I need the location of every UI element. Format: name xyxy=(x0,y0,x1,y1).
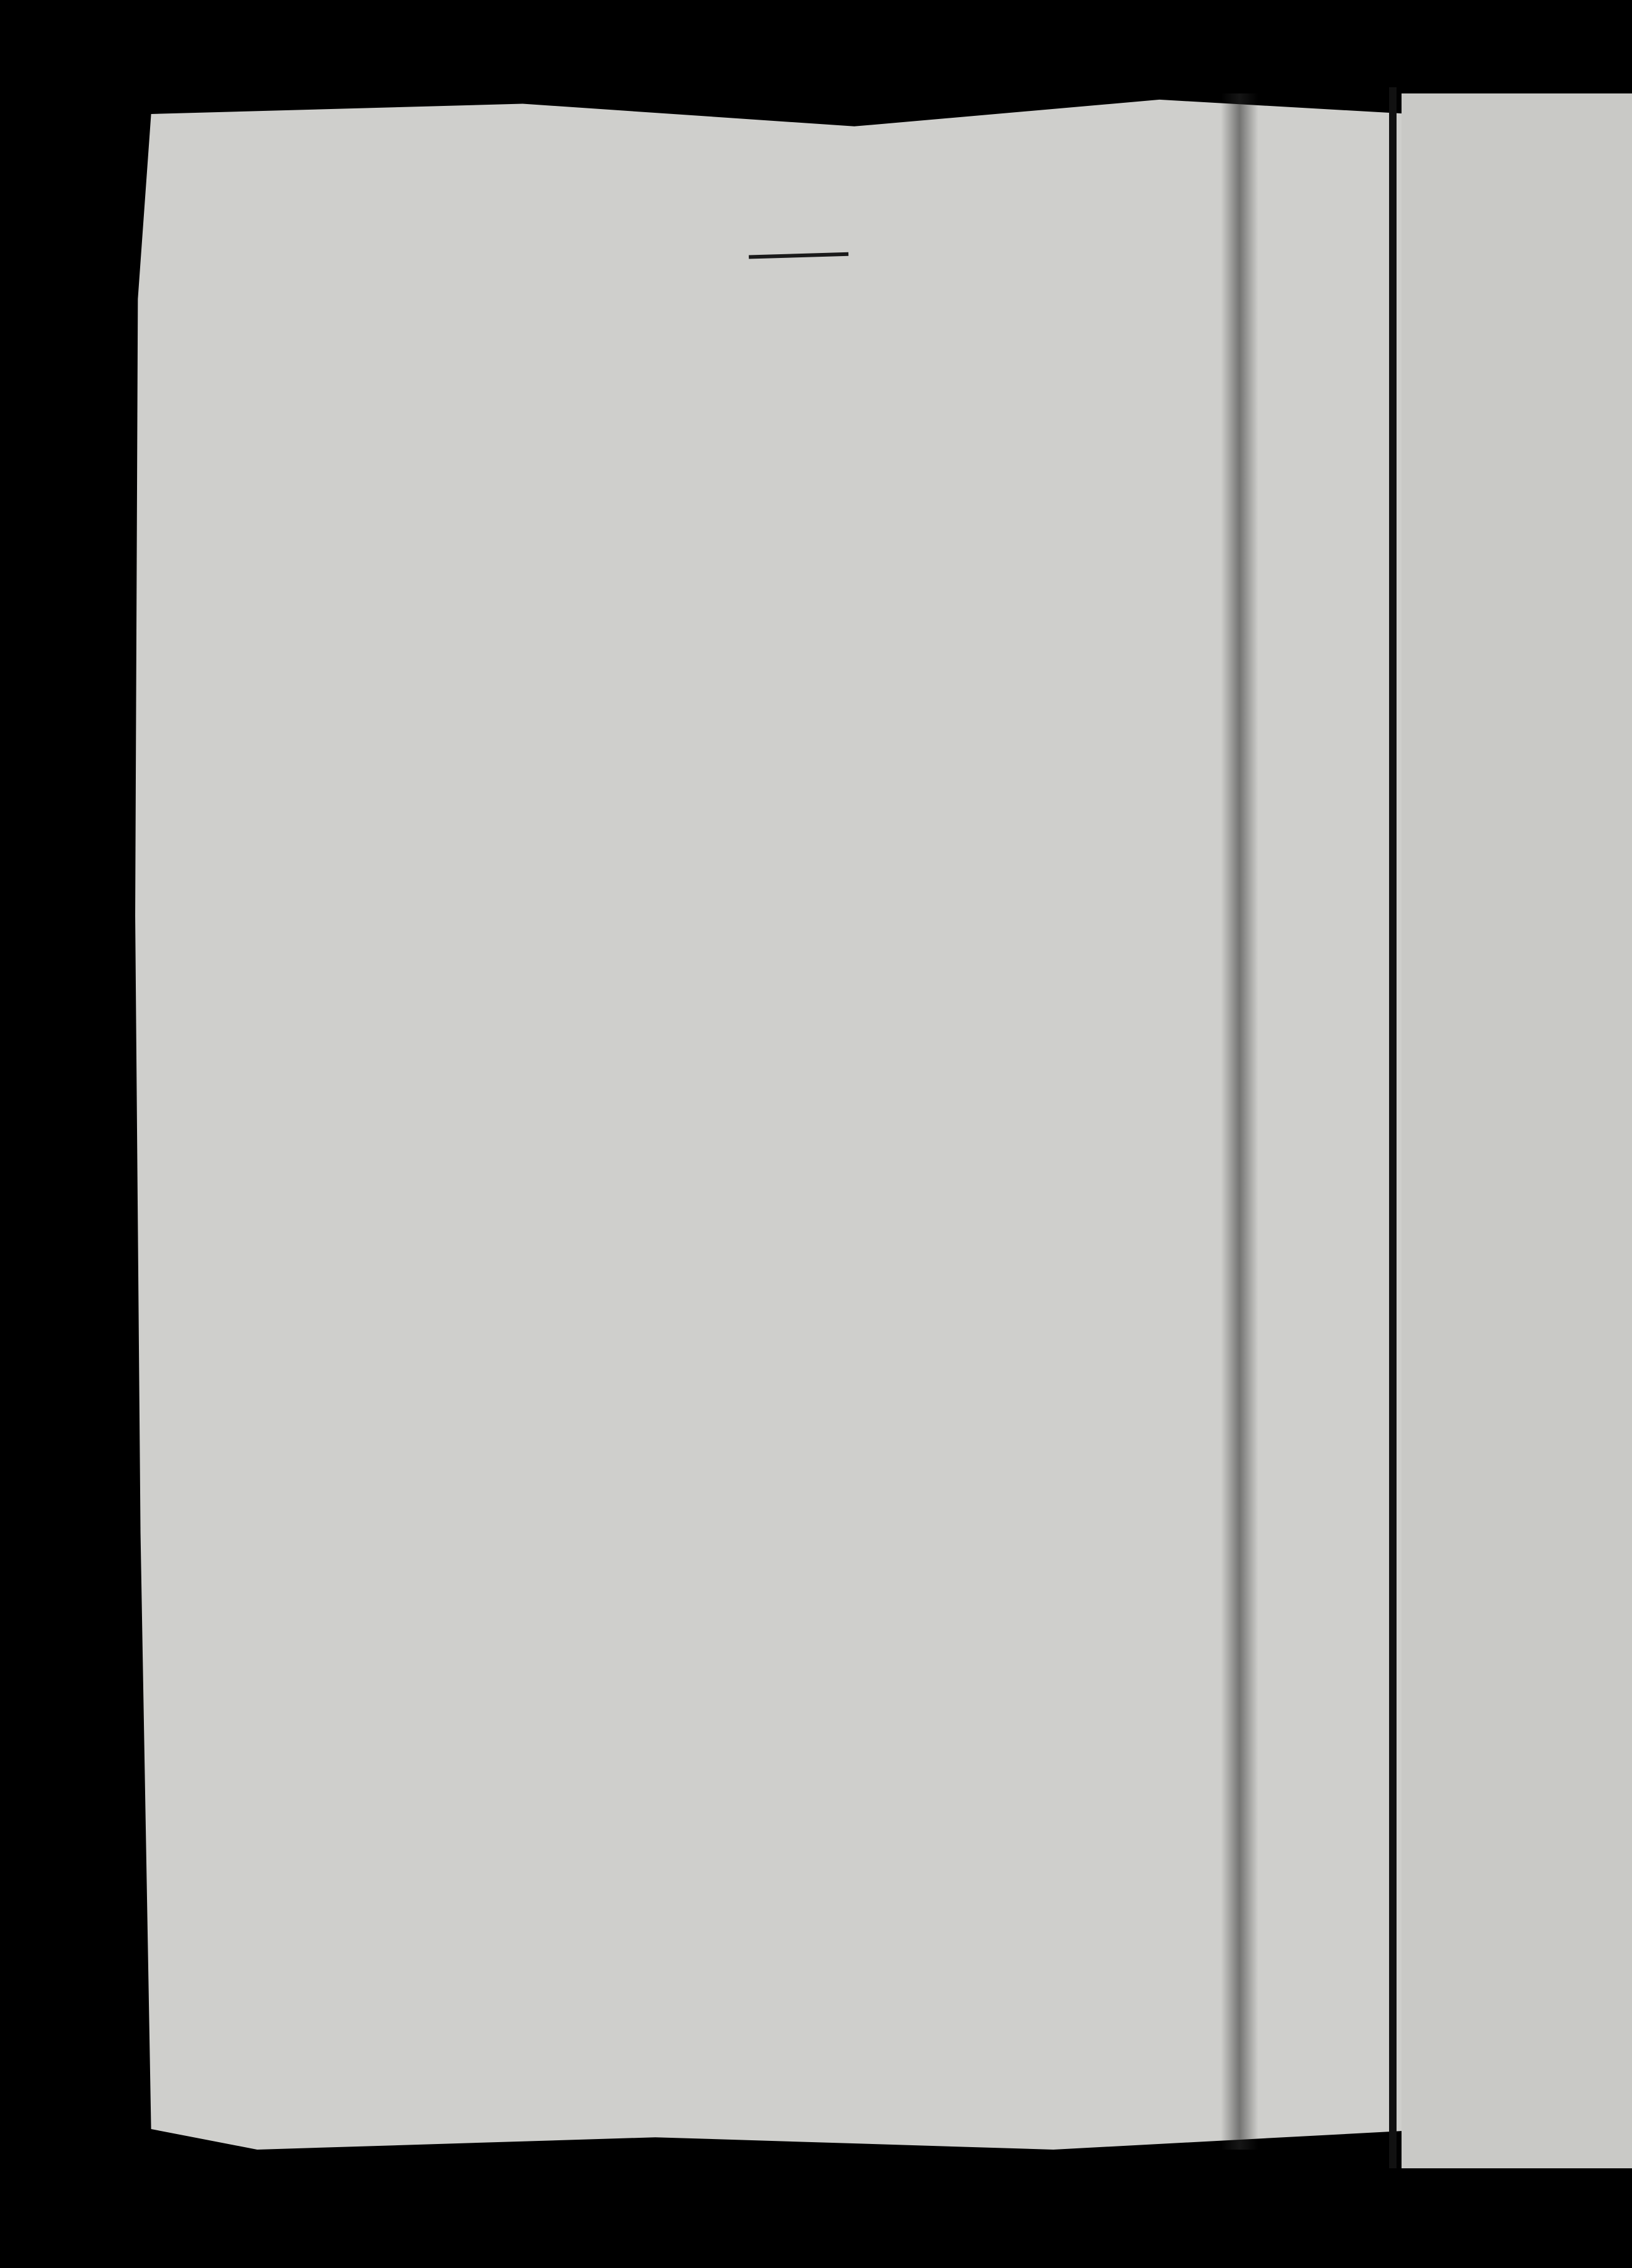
book-spine xyxy=(1389,87,1397,2168)
section-divider xyxy=(749,252,848,259)
right-page-edge xyxy=(1402,93,1632,2168)
gutter-shadow xyxy=(1221,93,1258,2150)
